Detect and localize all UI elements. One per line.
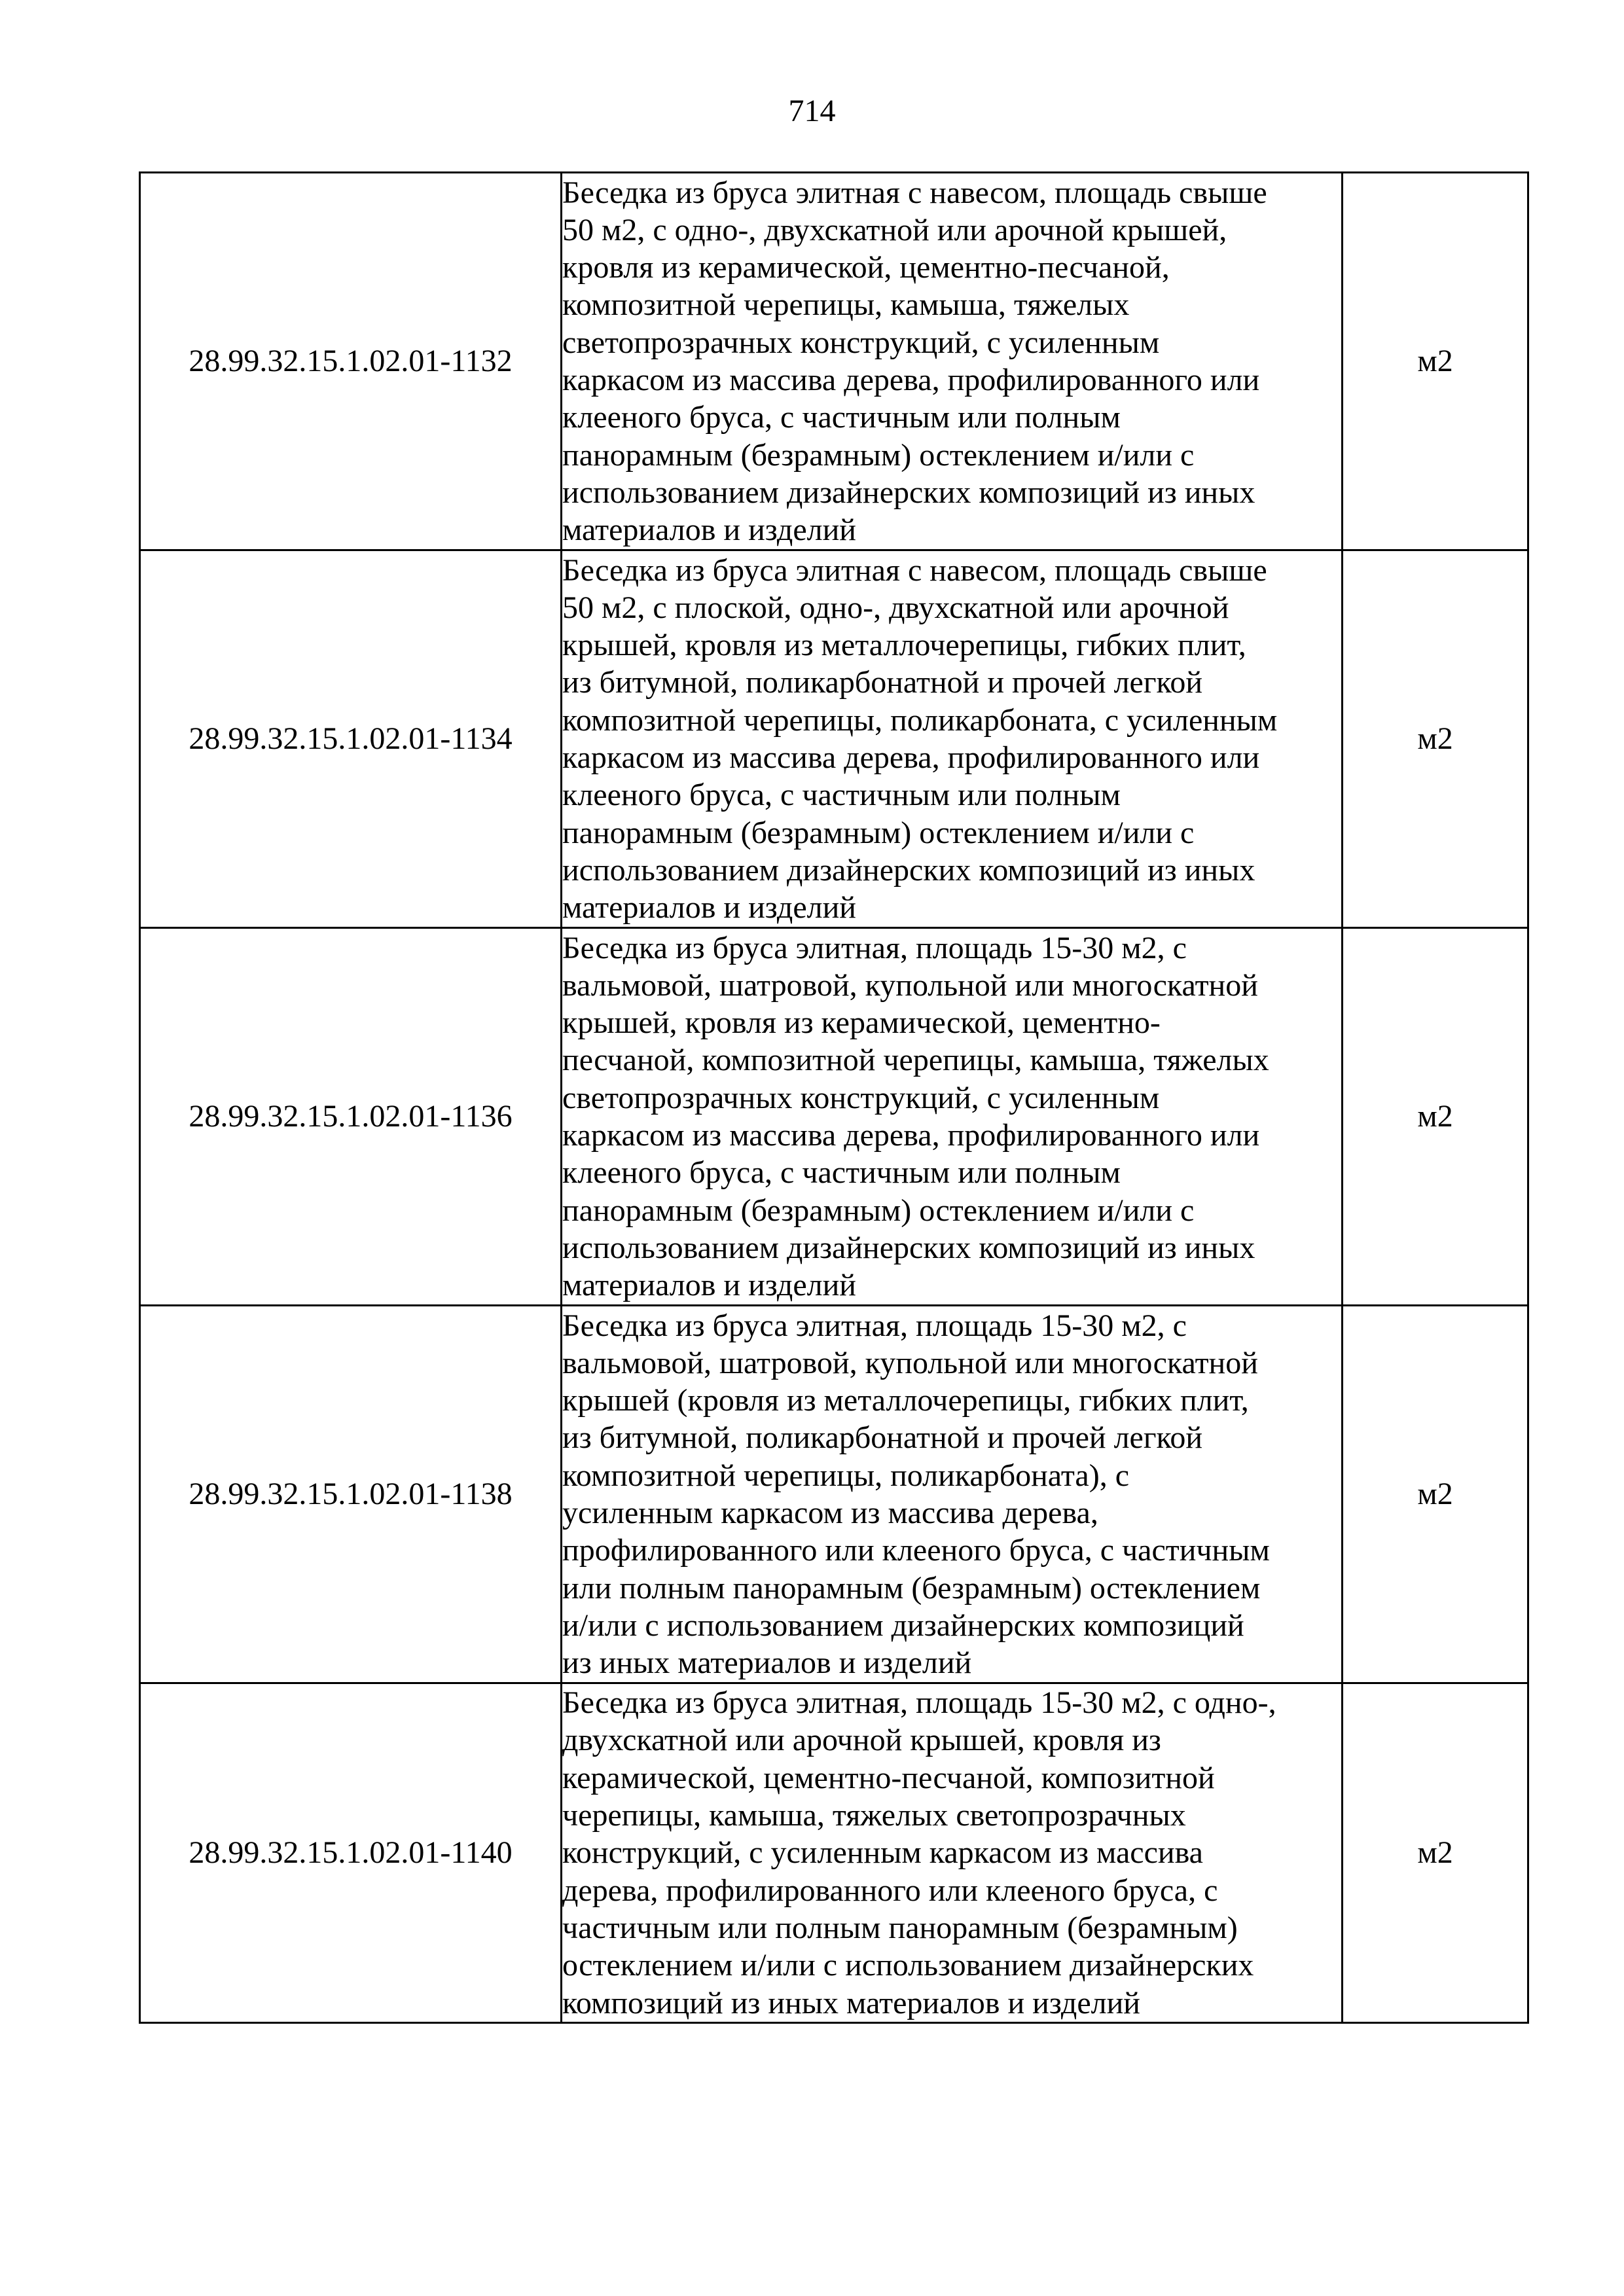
resource-description: Беседка из бруса элитная, площадь 15-30 м2, с вальмовой, шатровой, купольной или многоскатной крышей, кровля из керамической, цементно- песчаной, композитной черепицы, камыша, тяжелых светопрозрачных конструкций, с усиленным каркасом из массива дерева, профилированного или клееного бруса, с частичным или полным панорамным (безрамным) остеклением и/или с использованием дизайнерских композиций из иных материалов и изделий: [562, 928, 1343, 1306]
page-number: 714: [788, 94, 836, 128]
table-row: [140, 1683, 1528, 2023]
table-row: [140, 1306, 1528, 1683]
table-row: [140, 173, 1528, 550]
table-row: [140, 928, 1528, 1306]
resource-code: 28.99.32.15.1.02.01-1140: [140, 1683, 562, 2023]
unit-of-measure: м2: [1343, 1306, 1528, 1683]
resource-table: [139, 171, 1529, 2024]
unit-of-measure: м2: [1343, 173, 1528, 550]
resource-code: 28.99.32.15.1.02.01-1136: [140, 928, 562, 1306]
resource-code: 28.99.32.15.1.02.01-1134: [140, 550, 562, 928]
resource-code: 28.99.32.15.1.02.01-1138: [140, 1306, 562, 1683]
resource-code: 28.99.32.15.1.02.01-1132: [140, 173, 562, 550]
resource-description: Беседка из бруса элитная, площадь 15-30 м2, с вальмовой, шатровой, купольной или многоскатной крышей (кровля из металлочерепицы, гибких плит, из битумной, поликарбонатной и прочей легкой композитной черепицы, поликарбоната), с усиленным каркасом из массива дерева, профилированного или клееного бруса, с частичным или полным панорамным (безрамным) остеклением и/или с использованием дизайнерских композиций из иных материалов и изделий: [562, 1306, 1343, 1683]
table-row: [140, 550, 1528, 928]
resource-description: Беседка из бруса элитная с навесом, площадь свыше 50 м2, с плоской, одно-, двухскатной или арочной крышей, кровля из металлочерепицы, гибких плит, из битумной, поликарбонатной и прочей легкой композитной черепицы, поликарбоната, с усиленным каркасом из массива дерева, профилированного или клееного бруса, с частичным или полным панорамным (безрамным) остеклением и/или с использованием дизайнерских композиций из иных материалов и изделий: [562, 550, 1343, 928]
unit-of-measure: м2: [1343, 550, 1528, 928]
unit-of-measure: м2: [1343, 1683, 1528, 2023]
resource-description: Беседка из бруса элитная, площадь 15-30 м2, с одно-, двухскатной или арочной крышей, кровля из керамической, цементно-песчаной, композитной черепицы, камыша, тяжелых светопрозрачных конструкций, с усиленным каркасом из массива дерева, профилированного или клееного бруса, с частичным или полным панорамным (безрамным) остеклением и/или с использованием дизайнерских композиций из иных материалов и изделий: [562, 1683, 1343, 2023]
resource-description: Беседка из бруса элитная с навесом, площадь свыше 50 м2, с одно-, двухскатной или арочной крышей, кровля из керамической, цементно-песчаной, композитной черепицы, камыша, тяжелых светопрозрачных конструкций, с усиленным каркасом из массива дерева, профилированного или клееного бруса, с частичным или полным панорамным (безрамным) остеклением и/или с использованием дизайнерских композиций из иных материалов и изделий: [562, 173, 1343, 550]
unit-of-measure: м2: [1343, 928, 1528, 1306]
